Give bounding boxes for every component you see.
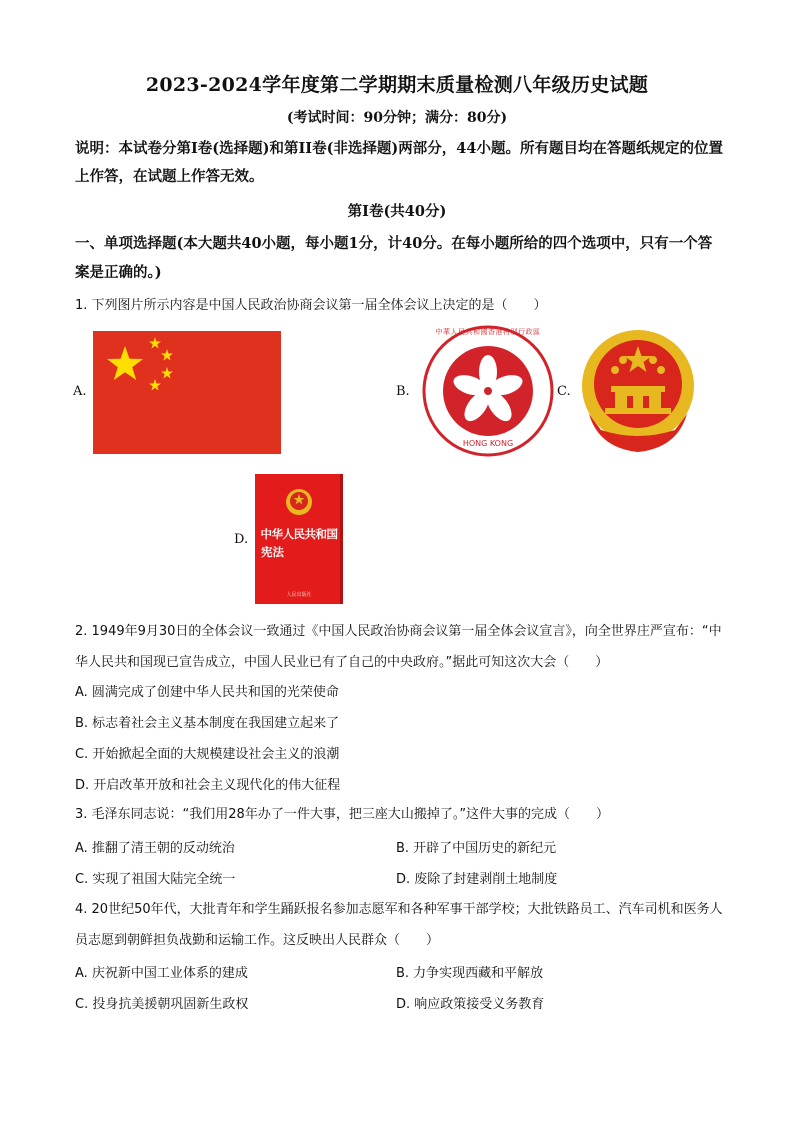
national-flag-image bbox=[93, 331, 281, 454]
question-4-option-b[interactable]: B. 力争实现西藏和平解放 bbox=[396, 966, 544, 981]
national-emblem-icon bbox=[579, 324, 697, 454]
question-4-option-a[interactable]: A. 庆祝新中国工业体系的建成 bbox=[75, 966, 248, 981]
question-3-option-b[interactable]: B. 开辟了中国历史的新纪元 bbox=[396, 841, 557, 856]
question-3-option-d[interactable]: D. 废除了封建剥削土地制度 bbox=[396, 872, 558, 887]
question-4-option-c[interactable]: C. 投身抗美援朝巩固新生政权 bbox=[75, 997, 249, 1012]
question-2-option-a[interactable]: A. 圆满完成了创建中华人民共和国的光荣使命 bbox=[75, 685, 339, 700]
instructions: 说明：本试卷分第Ⅰ卷(选择题)和第II卷(非选择题)两部分，44小题。所有题目均在答题纸规定的位置上作答，在试题上作答无效。 bbox=[75, 140, 723, 185]
question-2-option-b[interactable]: B. 标志着社会主义基本制度在我国建立起来了 bbox=[75, 716, 340, 731]
section-title: 第Ⅰ卷(共40分) bbox=[347, 203, 447, 220]
book-title-line1: 中华人民共和国 bbox=[260, 527, 338, 541]
question-3-stem: 3. 毛泽东同志说：“我们用28年办了一件大事，把三座大山搬掉了。”这件大事的完成（ ） bbox=[75, 807, 610, 822]
hong-kong-emblem-image bbox=[414, 324, 562, 458]
question-3-option-c[interactable]: C. 实现了祖国大陆完全统一 bbox=[75, 872, 236, 887]
option-d-label: D. bbox=[234, 532, 249, 547]
option-c-label: C. bbox=[557, 384, 571, 399]
hk-emblem-english: HONG KONG bbox=[462, 439, 514, 448]
constitution-book-image bbox=[255, 474, 343, 604]
option-b-label: B. bbox=[396, 384, 410, 399]
question-2-stem: 2. 1949年9月30日的全体会议一致通过《中国人民政治协商会议第一届全体会议宣言》，向全世界庄严宣布：“中华人民共和国现已宣告成立，中国人民业已有了自己的中央政府。”据此可知这次大会（ ） bbox=[75, 624, 722, 670]
question-2-option-d[interactable]: D. 开启改革开放和社会主义现代化的伟大征程 bbox=[75, 778, 341, 793]
question-3-option-a[interactable]: A. 推翻了清王朝的反动统治 bbox=[75, 841, 235, 856]
question-4-option-d[interactable]: D. 响应政策接受义务教育 bbox=[396, 997, 545, 1012]
part-title: 一、单项选择题(本大题共40小题，每小题1分，计40分。在每小题所给的四个选项中，只有一个答案是正确的。) bbox=[75, 235, 713, 281]
national-emblem-image bbox=[579, 324, 697, 454]
book-title-line2: 宪法 bbox=[261, 545, 284, 559]
question-1-stem: 1. 下列图片所示内容是中国人民政治协商会议第一届全体会议上决定的是（ ） bbox=[75, 298, 547, 313]
option-a-label: A. bbox=[73, 384, 87, 399]
question-4-stem: 4. 20世纪50年代，大批青年和学生踊跃报名参加志愿军和各种军事干部学校；大批铁路员工、汽车司机和医务人员志愿到朝鲜担负战勤和运输工作。这反映出人民群众（ ） bbox=[75, 902, 723, 948]
bauhinia-emblem-icon bbox=[414, 324, 562, 458]
emblem-small-icon bbox=[255, 482, 343, 522]
five-star-flag-icon bbox=[93, 331, 281, 454]
question-2-option-c[interactable]: C. 开始掀起全面的大规模建设社会主义的浪潮 bbox=[75, 747, 340, 762]
page-title: 2023-2024学年度第二学期期末质量检测八年级历史试题 bbox=[145, 74, 649, 96]
book-publisher: 人民出版社 bbox=[286, 592, 312, 598]
exam-info: (考试时间：90分钟；满分：80分) bbox=[286, 110, 508, 126]
hk-emblem-text: 中華人民共和國香港特別行政區 bbox=[435, 328, 541, 336]
